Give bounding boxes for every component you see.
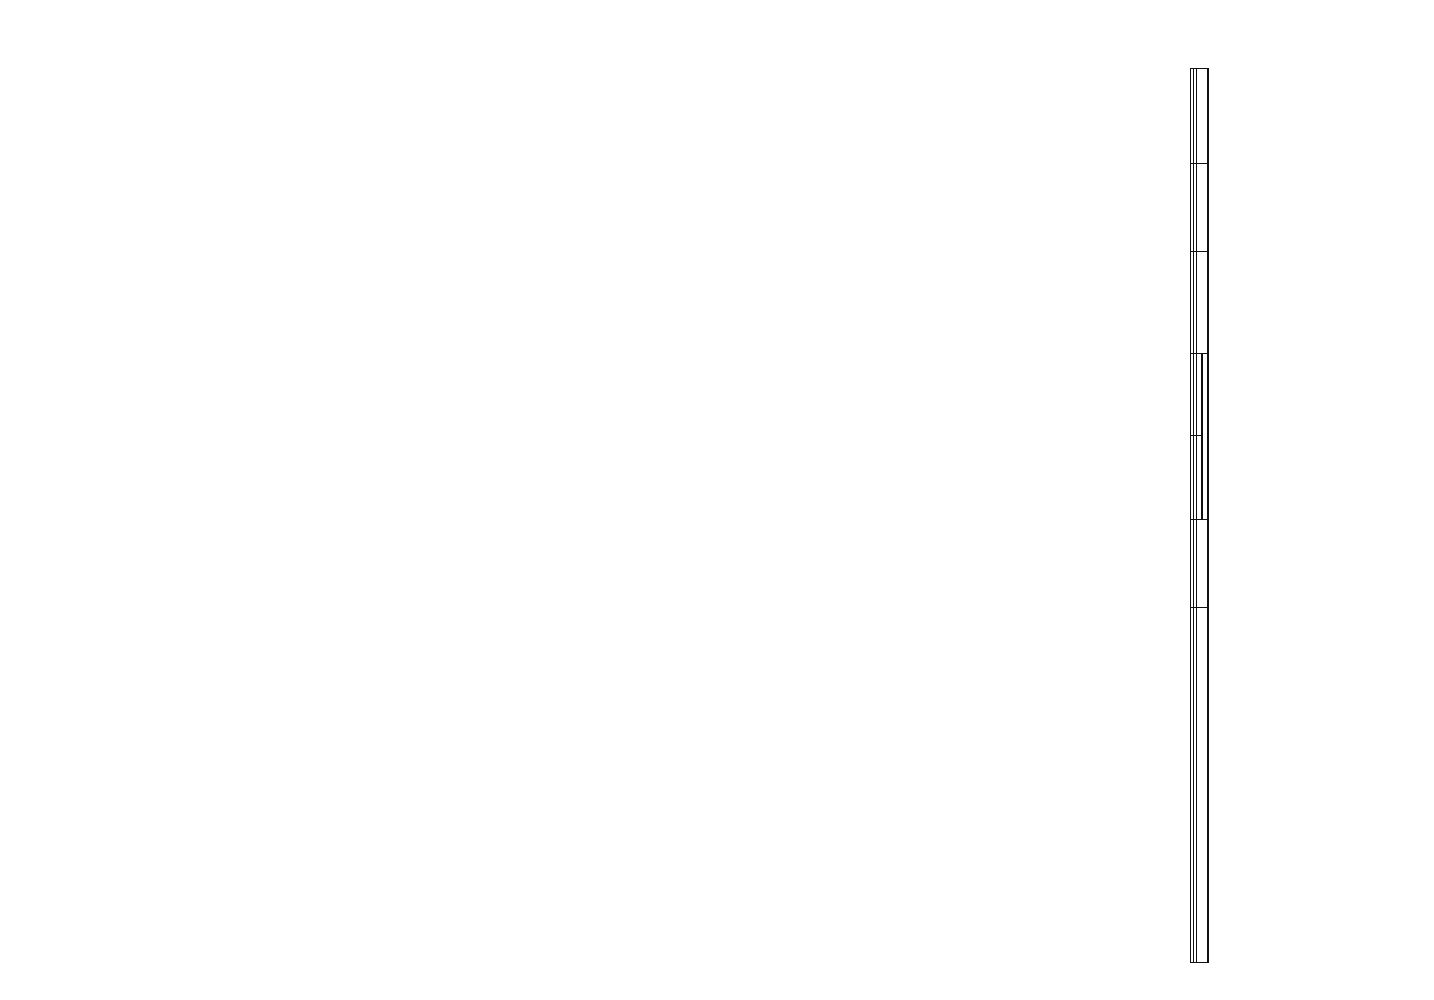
unit-cell — [1194, 69, 1197, 164]
colnum-cell — [1191, 520, 1194, 608]
digitization-note — [0, 604, 18, 984]
colnum-cell — [1191, 436, 1194, 520]
colnum-cell — [1191, 354, 1194, 436]
colnum-cell — [1191, 164, 1194, 252]
col11-header — [1197, 436, 1203, 520]
colnum-cell — [1191, 252, 1194, 354]
unit-cell — [1194, 252, 1197, 354]
budget-table — [1190, 68, 1209, 963]
unit-cell — [1194, 164, 1197, 252]
col9-header — [1197, 252, 1209, 354]
colnum-cell — [1191, 69, 1194, 164]
col-group-header — [1202, 354, 1208, 520]
col12-header — [1197, 520, 1209, 608]
col10-header — [1197, 354, 1203, 436]
unit-cell — [1194, 436, 1197, 520]
unit-cell — [1194, 520, 1197, 608]
col13-header — [1197, 608, 1209, 963]
colnum-cell — [1191, 608, 1194, 963]
col8-header — [1197, 164, 1209, 252]
unit-cell — [1194, 354, 1197, 436]
col7-header — [1197, 69, 1209, 164]
